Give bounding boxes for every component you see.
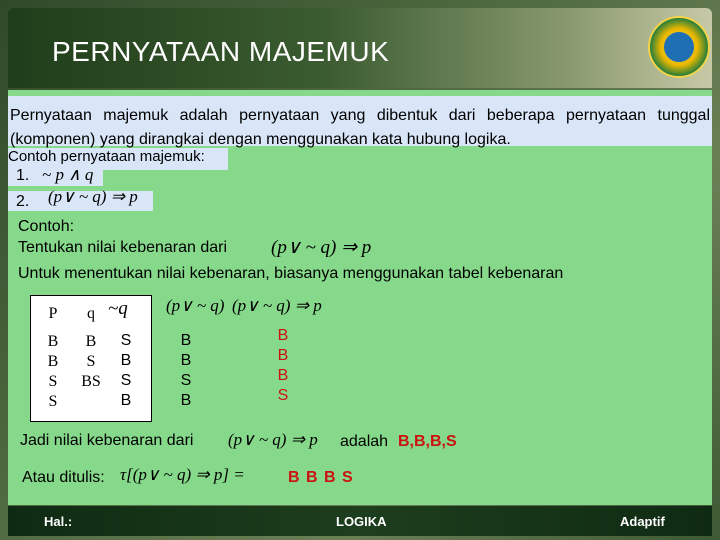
written-value: B B B S	[288, 469, 354, 486]
page-title: PERNYATAAN MAJEMUK	[52, 36, 390, 67]
task-formula: (p∨ ~ q) ⇒ p	[271, 237, 372, 258]
footer-page-label: Hal.:	[44, 514, 73, 529]
example-1-formula: ~ p ∧ q	[42, 165, 94, 184]
col-not-q-4: B	[120, 392, 132, 409]
header-not-q: ~q	[108, 298, 128, 319]
col-imp-4: S	[277, 387, 289, 404]
written-label: Atau ditulis:	[22, 469, 105, 486]
footer-topic: LOGIKA	[336, 514, 387, 529]
col-imp-1: B	[277, 327, 289, 344]
method-text: Untuk menentukan nilai kebenaran, biasanya menggunakan tabel kebenaran	[18, 265, 564, 282]
footer-category: Adaptif	[620, 514, 665, 529]
col-or-4: B	[180, 392, 192, 409]
col-q-1: B	[85, 333, 97, 350]
header-implication: (p∨ ~ q) ⇒ p	[232, 296, 322, 315]
task-text: Tentukan nilai kebenaran dari	[18, 239, 228, 256]
col-q-3: BS	[81, 373, 101, 390]
col-or-3: S	[180, 372, 192, 389]
seal-logo-center	[664, 32, 694, 62]
conclusion-text: Jadi nilai kebenaran dari	[20, 432, 194, 449]
seal-logo-icon	[648, 16, 710, 78]
examples-label: Contoh pernyataan majemuk:	[8, 148, 205, 165]
definition-text: Pernyataan majemuk adalah pernyataan yang dibentuk dari beberapa pernyataan tunggal (komponen) yang dirangkai dengan menggunakan kata hubung logika.	[10, 107, 710, 148]
col-p-3: S	[48, 373, 58, 390]
example-2-formula: (p∨ ~ q) ⇒ p	[48, 187, 138, 206]
definition-box	[8, 96, 712, 146]
col-not-q-3: S	[120, 372, 132, 389]
col-not-q-2: B	[120, 352, 132, 369]
col-p-2: B	[47, 353, 59, 370]
footer-bar	[8, 506, 712, 536]
example-2-number: 2.	[16, 193, 30, 210]
title-bar	[8, 8, 712, 88]
header-p: P	[48, 305, 58, 322]
header-q: q	[87, 305, 95, 322]
col-not-q-1: S	[120, 332, 132, 349]
col-imp-2: B	[277, 347, 289, 364]
conclusion-value: B,B,B,S	[398, 433, 457, 450]
col-imp-3: B	[277, 367, 289, 384]
conclusion-suffix: adalah	[340, 433, 389, 450]
col-or-2: B	[180, 352, 192, 369]
conclusion-formula: (p∨ ~ q) ⇒ p	[228, 430, 318, 449]
col-p-4: S	[48, 393, 58, 410]
col-or-1: B	[180, 332, 192, 349]
col-q-2: S	[86, 353, 96, 370]
col-p-1: B	[47, 333, 59, 350]
slide-content	[8, 90, 712, 505]
written-formula: τ[(p∨ ~ q) ⇒ p] =	[120, 465, 245, 484]
contoh-label: Contoh:	[18, 218, 75, 235]
header-p-or-not-q: (p∨ ~ q)	[166, 296, 225, 315]
example-1-number: 1.	[16, 167, 30, 184]
